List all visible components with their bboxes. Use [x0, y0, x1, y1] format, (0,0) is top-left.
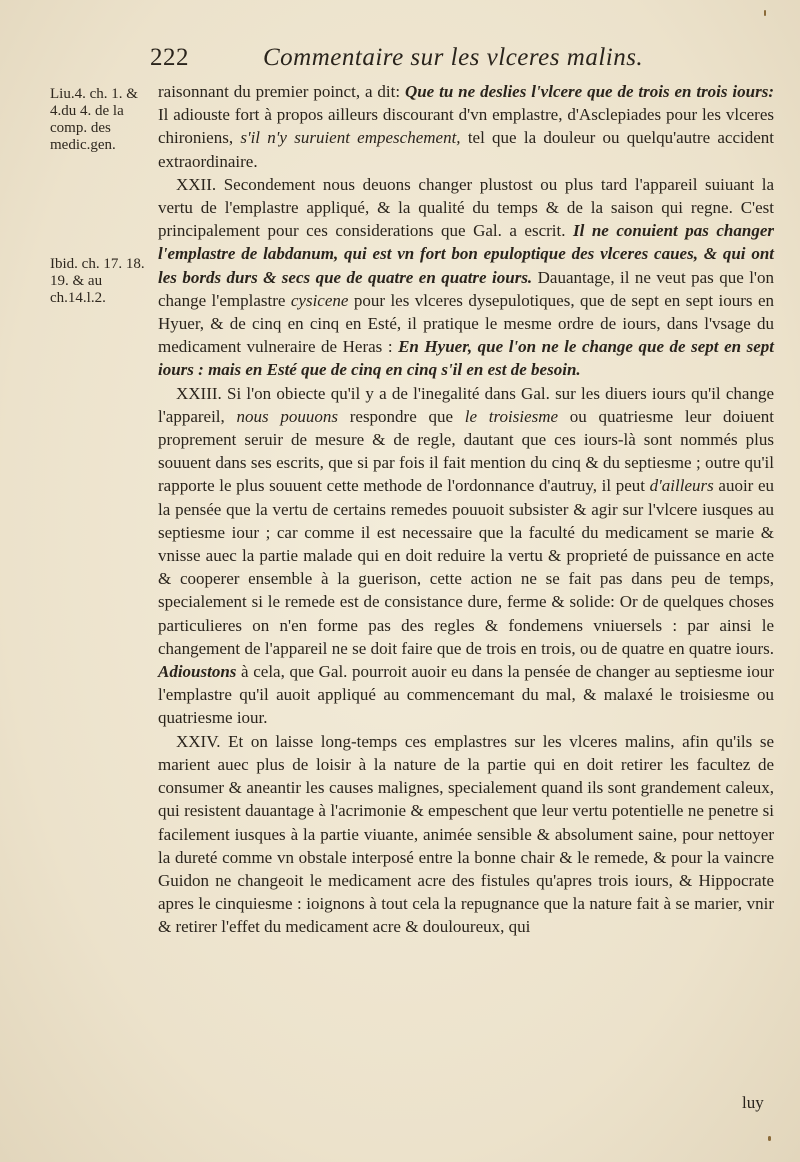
text-run: auoir eu la pensée que la vertu de certains remedes pouuoit subsister & agir sur l'vlcere iusques au septiesme iour ; car comme il est necessaire que la faculté du medicament se marie & vnisse auec la partie malade qui en doit reduire la vertu & proprieté de puissance en acte & cooperer ensemble à la guerison, cette action ne se fait pas dans peu de temps, specialement si le remede est de consistance dure, ferme & solide: Or de quelques choses particulieres on n'en forme pas des regles & fondemens vniuersels : par ainsi le changement de l'appareil ne se doit faire que de trois en trois, ou de quatre en quatre iours.: [158, 476, 775, 658]
text-run: En Hyuer, que l'on ne le change que de sept en sept iours : mais en Esté que de cinq en cinq s'il en est de besoin.: [158, 337, 774, 380]
paragraph-2: [158, 173, 774, 382]
text-run: XXIII. Si l'on obiecte qu'il y a de l'inegalité dans Gal. sur les diuers iours qu'il change l'appareil,: [158, 383, 774, 426]
paragraph-3: [158, 382, 774, 730]
paragraph-1: [158, 80, 774, 173]
text-run: le troisiesme: [464, 406, 559, 426]
text-run: raisonnant du premier poinct, a dit:: [158, 82, 405, 101]
ink-speck: [768, 1136, 771, 1141]
text-run: d'ailleurs: [649, 476, 714, 496]
text-run: XXIV. Et on laisse long-temps ces emplastres sur les vlceres malins, afin qu'ils se marient auec plus de loisir à la nature de la partie qui en doit retirer les facultez de consumer & aneantir les causes malignes, specialement quand ils sont grandement caleux, qui resistent dauantage à l'acrimonie & empeschent que leur vertu potentielle ne penetre si facilement iusques à la partie viuante, animée sensible & absolument saine, pour nettoyer la dureté comme vn obstale interposé entre la bonne chair & le remede, & pour la vaincre Guidon ne changeoit le medicament acre des fistules qu'apres trois iours, & Hippocrate apres le cinquiesme : ioignons à tout cela la repugnance que la nature fait à se marier, vnir & retirer l'effet du medicament acre & douloureux, qui: [158, 731, 774, 937]
text-run: Adioustons: [158, 662, 237, 682]
text-run: tel que la douleur ou quelqu'autre accident extraordinaire.: [158, 128, 774, 171]
paragraph-4: [158, 730, 774, 939]
text-run: à cela, que Gal. pourroit auoir eu dans la pensée de changer au septiesme iour l'emplastre qu'il auoit appliqué au commencemant du mal, & malaxé le troisiesme ou quatriesme iour.: [158, 662, 774, 728]
text-run: Que tu ne deslies l'vlcere que de trois en trois iours:: [404, 82, 774, 101]
running-title: Commentaire sur les vlceres malins.: [263, 44, 644, 71]
text-run: Il ne conuient pas changer l'emplastre de labdanum, qui est vn fort bon epuloptique des vlceres caues, & qui ont les bords durs & secs que de quatre en quatre iours.: [158, 221, 774, 287]
catchword: luy: [742, 1093, 764, 1112]
text-run: respondre que: [338, 406, 465, 426]
text-run: s'il n'y suruient empeschement,: [240, 128, 461, 148]
text-run: nous pouuons: [236, 406, 338, 426]
text-run: Dauantage, il ne veut pas que l'on change l'emplastre: [158, 267, 774, 310]
text-run: XXII. Secondement nous deuons changer plustost ou plus tard l'appareil suiuant la vertu de l'emplastre appliqué, & la qualité du temps & de la saison qui regne. C'est principalement pour ces considerations que Gal. a escrit.: [158, 174, 774, 241]
page-number: 222: [150, 44, 189, 71]
margin-note-2: Ibid. ch. 17. 18. 19. & au ch.14.l.2.: [50, 256, 145, 306]
text-run: cysicene: [290, 290, 349, 310]
margin-note-1: Liu.4. ch. 1. & 4.du 4. de la comp. des medic.gen.: [50, 86, 138, 153]
page-header: [150, 44, 770, 78]
text-run: Il adiouste fort à propos ailleurs discourant d'vn emplastre, d'Asclepiades pour les vlceres chironiens,: [158, 105, 774, 148]
text-run: pour les vlceres dysepulotiques, que de sept en sept iours en Hyuer, & de cinq en cinq en Esté, il pratique le mesme ordre de iours, dans l'vsage du medicament vulneraire de Heras :: [158, 290, 774, 357]
text-run: ou quatriesme leur doiuent proprement seruir de mesure & de regle, dautant que ces iours-là sont nommés plus souuent dans ses escrits, que si par fois il fait mention du cinq & du septiesme ; outre qu'il rapporte le plus souuent cette methode de l'ordonnance d'autruy, il peut: [158, 406, 775, 496]
body-text: [158, 80, 774, 939]
ink-speck: [764, 10, 766, 16]
